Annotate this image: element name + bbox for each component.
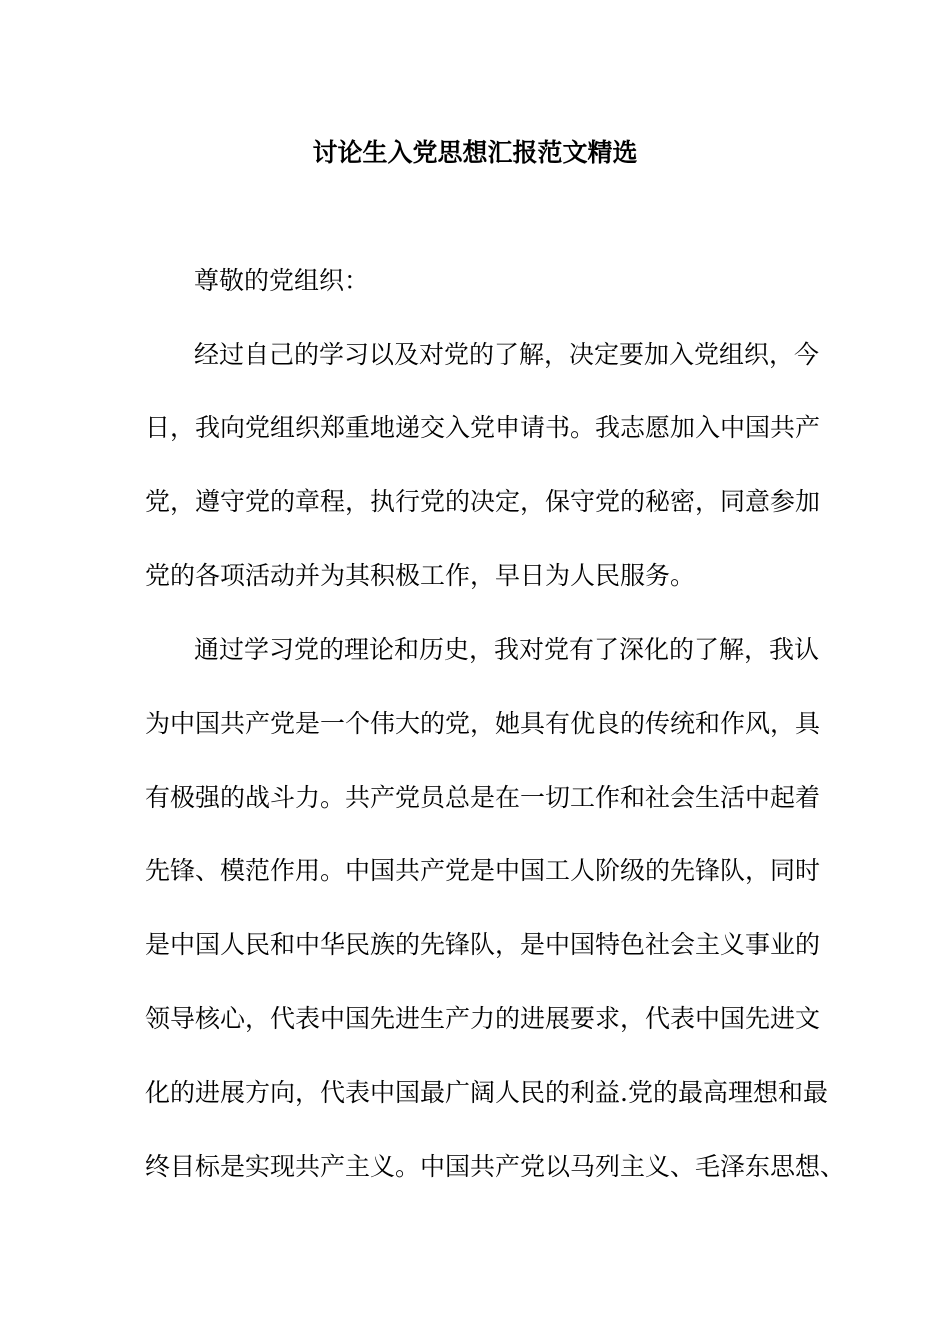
paragraph-2-line-6: 领导核心，代表中国先进生产力的进展要求，代表中国先进文 [145, 1004, 821, 1033]
paragraph-2-line-7: 化的进展方向，代表中国最广阔人民的利益.党的最高理想和最 [145, 1078, 828, 1107]
paragraph-2-line-8: 终目标是实现共产主义。中国共产党以马列主义、毛泽东思想、 [145, 1152, 846, 1181]
paragraph-2-line-4: 先锋、模范作用。中国共产党是中国工人阶级的先锋队，同时 [145, 856, 821, 885]
paragraph-2-line-1: 通过学习党的理论和历史，我对党有了深化的了解，我认 [194, 635, 820, 664]
document-title: 讨论生入党思想汇报范文精选 [312, 138, 638, 167]
paragraph-1-line-1: 经过自己的学习以及对党的了解，决定要加入党组织，今 [194, 340, 820, 369]
paragraph-2-line-2: 为中国共产党是一个伟大的党，她具有优良的传统和作风，具 [145, 709, 821, 738]
paragraph-1-line-3: 党，遵守党的章程，执行党的决定，保守党的秘密，同意参加 [145, 487, 821, 516]
salutation: 尊敬的党组织： [194, 266, 370, 295]
paragraph-1-line-4: 党的各项活动并为其积极工作，早日为人民服务。 [145, 561, 696, 590]
paragraph-2-line-5: 是中国人民和中华民族的先锋队，是中国特色社会主义事业的 [145, 930, 821, 959]
paragraph-2-line-3: 有极强的战斗力。共产党员总是在一切工作和社会生活中起着 [145, 783, 821, 812]
paragraph-1-line-2: 日，我向党组织郑重地递交入党申请书。我志愿加入中国共产 [145, 413, 821, 442]
